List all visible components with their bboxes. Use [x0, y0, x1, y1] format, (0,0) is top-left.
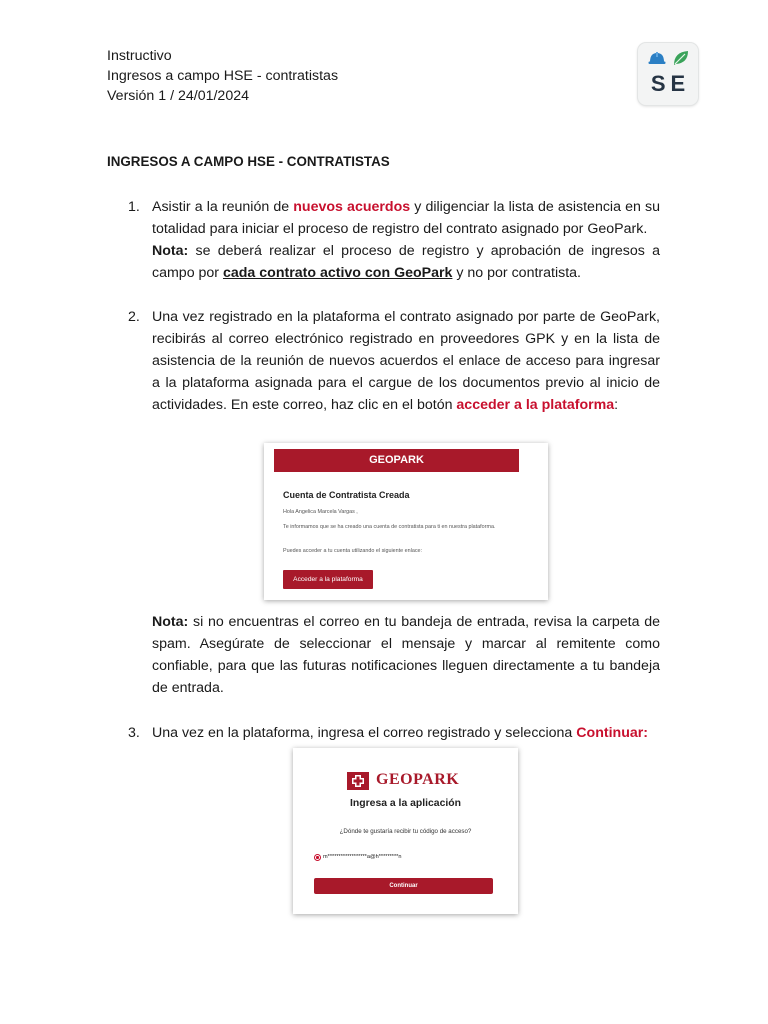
hse-logo [638, 43, 698, 105]
leaf-icon [672, 49, 690, 67]
step-number: 3. [128, 725, 140, 741]
steps-list [107, 196, 660, 284]
step-text: Asistir a la reunión de [152, 199, 294, 215]
email-body-line: Puedes acceder a tu cuenta utilizando el siguiente enlace: [283, 548, 423, 554]
step-1 [107, 196, 660, 284]
step-text: y diligenciar la lista de asistencia en su totalidad para iniciar el proceso de registro del contrato asignado por GeoPark. [152, 199, 660, 237]
step-2 [107, 306, 660, 416]
login-heading: Ingresa a la aplicación [350, 798, 461, 809]
email-heading: Cuenta de Contratista Creada [283, 490, 410, 500]
access-platform-button[interactable]: Acceder a la plataforma [283, 570, 373, 589]
logo-text: SE [650, 71, 691, 96]
doc-subject: Ingresos a campo HSE - contratistas [107, 68, 339, 84]
geopark-logo-icon [347, 772, 369, 790]
continue-button[interactable]: Continuar [314, 878, 493, 894]
login-brand: GEOPARK [376, 771, 460, 788]
note-label: Nota: [152, 614, 189, 630]
email-banner: GEOPARK [274, 449, 519, 472]
masked-email: m******************a@h*********n [323, 854, 402, 860]
underlined-text: cada contrato activo con GeoPark [222, 265, 453, 281]
step-2-wrap [107, 306, 660, 416]
step-number: 1. [128, 199, 140, 215]
step-3-wrap [107, 722, 660, 744]
step-text: se deberá realizar el proceso de registro y aprobación de ingresos a campo por [152, 243, 660, 281]
note-text: si no encuentras el correo en tu bandeja de entrada, revisa la carpeta de spam. Asegúrate de seleccionar el mensaje y marcar al remitente como confiable, para que las futuras notificaciones lleguen directamente a tu bandeja de entrada. [152, 614, 660, 696]
email-body-line: Te informamos que se ha creado una cuenta de contratista para ti en nuestra plataforma. [283, 524, 496, 530]
login-screenshot [293, 748, 518, 914]
step-number: 2. [128, 309, 140, 325]
highlight-text: acceder a la plataforma [456, 397, 615, 413]
note-label: Nota: [152, 243, 189, 259]
step-text: Una vez en la plataforma, ingresa el correo registrado y selecciona [152, 725, 577, 741]
step-text: y no por contratista. [452, 265, 581, 281]
doc-type: Instructivo [107, 48, 172, 64]
email-greeting: Hola Angelica Marcela Vargas , [283, 509, 358, 515]
document-header [107, 46, 338, 106]
login-question: ¿Dónde te gustaría recibir tu código de acceso? [339, 828, 472, 835]
highlight-text: Continuar: [576, 725, 648, 741]
doc-version: Versión 1 / 24/01/2024 [107, 88, 249, 104]
page-title: INGRESOS A CAMPO HSE - CONTRATISTAS [107, 154, 390, 169]
highlight-text: nuevos acuerdos [293, 199, 411, 215]
step-text: Una vez registrado en la plataforma el contrato asignado por parte de GeoPark, recibirás al correo electrónico registrado en proveedores GPK y en la lista de asistencia de la reunión de nuevos acuerdos el enlace de acceso para ingresar a la plataforma asignada para el cargue de los documentos previo al inicio de actividades. En este correo, haz clic en el botón [152, 309, 660, 413]
note-paragraph [152, 611, 660, 699]
helmet-icon [648, 51, 666, 65]
step-3 [107, 722, 660, 744]
email-radio[interactable] [314, 854, 321, 861]
email-screenshot [264, 443, 548, 600]
step-text: : [614, 397, 619, 413]
